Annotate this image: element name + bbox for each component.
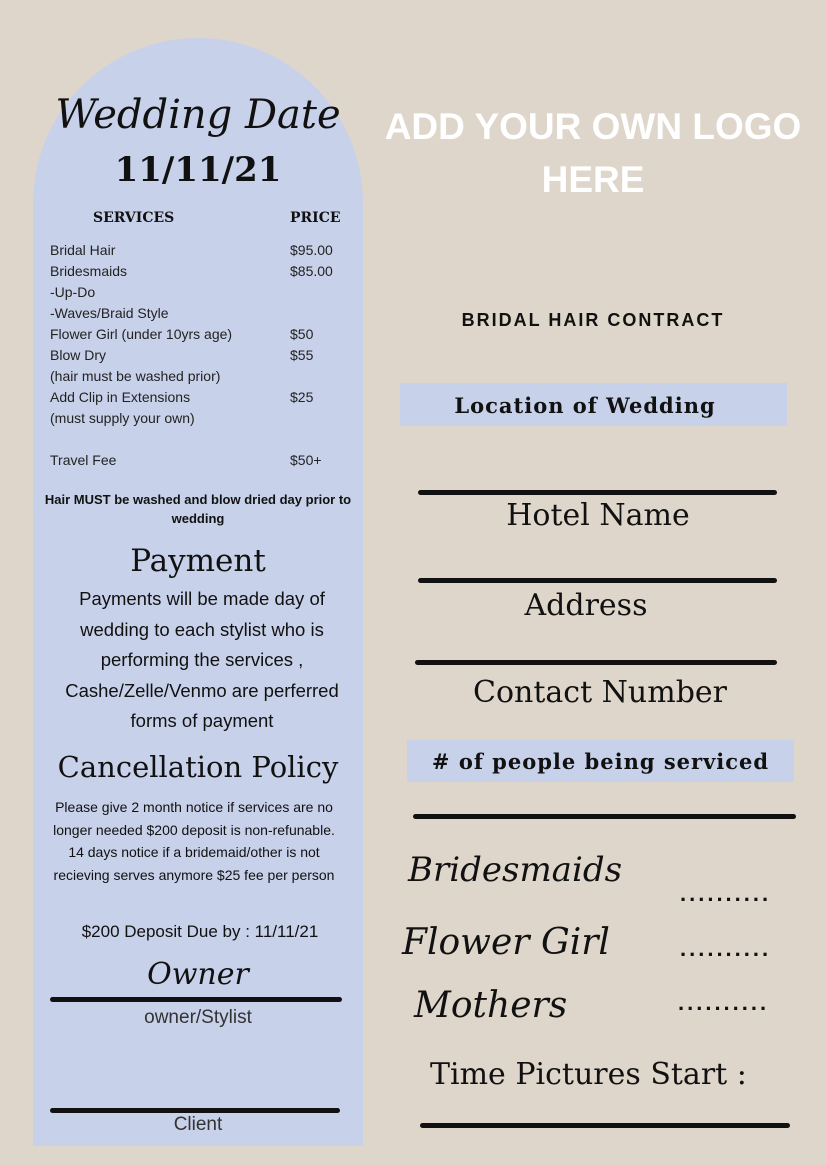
contract-title: BRIDAL HAIR CONTRACT: [461, 310, 725, 330]
client-signature-line: [50, 1108, 340, 1113]
logo-placeholder: ADD YOUR OWN LOGO HERE: [384, 106, 802, 200]
service-name: Travel Fee: [50, 452, 117, 468]
service-price: $50: [290, 326, 314, 342]
service-row: [50, 282, 350, 303]
address-line: [418, 578, 777, 583]
service-row: [50, 324, 350, 345]
wedding-date: 11/11/21: [114, 150, 282, 190]
people-header: # of people being serviced: [431, 749, 770, 774]
service-price: $85.00: [290, 263, 333, 279]
owner-signature-line: [50, 997, 342, 1002]
service-name: Add Clip in Extensions: [50, 389, 191, 405]
services-list: [50, 240, 350, 471]
service-price: $55: [290, 347, 314, 363]
service-price: $95.00: [290, 242, 333, 258]
bridesmaids-count-dots: ..........: [680, 881, 772, 906]
service-name: Bridal Hair: [50, 242, 116, 258]
owner-signature: Owner: [147, 957, 249, 992]
service-name: -Up-Do: [50, 284, 96, 300]
hotel-line: [418, 490, 777, 495]
owner-label: owner/Stylist: [144, 1007, 252, 1028]
service-price: $25: [290, 389, 314, 405]
mothers-label: Mothers: [414, 985, 568, 1026]
people-line: [413, 814, 796, 819]
service-name: Blow Dry: [50, 347, 107, 363]
service-row: [50, 408, 350, 429]
services-header: SERVICES: [93, 210, 175, 226]
address-label: Address: [524, 588, 648, 623]
price-header: PRICE: [290, 210, 341, 226]
deposit-due: $200 Deposit Due by : 11/11/21: [81, 922, 319, 941]
service-name: (hair must be washed prior): [50, 368, 221, 384]
service-row: [50, 387, 350, 408]
time-pictures-line: [420, 1123, 790, 1128]
payment-title: Payment: [130, 543, 266, 579]
payment-text: Payments will be made day of wedding to each stylist who is performing the services , Cashe/Zelle/Venmo are perferred forms of payment: [65, 588, 339, 731]
service-name: Flower Girl (under 10yrs age): [50, 326, 233, 342]
flower-girl-count-dots: ..........: [680, 936, 772, 961]
cancellation-title: Cancellation Policy: [57, 750, 339, 784]
time-pictures-label: Time Pictures Start :: [430, 1057, 747, 1092]
service-name: Bridesmaids: [50, 263, 128, 279]
cancellation-text: Please give 2 month notice if services are no longer needed $200 deposit is non-refunable. 14 days notice if a bridemaid/other is not recieving serves anymore $25 fee per person: [53, 799, 335, 883]
location-header: Location of Wedding: [454, 393, 716, 418]
wedding-date-label: Wedding Date: [55, 92, 341, 138]
service-row: [50, 240, 350, 261]
service-name: (must supply your own): [50, 410, 195, 426]
bridesmaids-label: Bridesmaids: [408, 850, 623, 890]
contact-label: Contact Number: [473, 675, 727, 710]
service-row: [50, 366, 350, 387]
service-row: [50, 261, 350, 282]
service-row: [50, 450, 350, 471]
service-row: [50, 345, 350, 366]
wash-notice: Hair MUST be washed and blow dried day prior to wedding: [44, 492, 352, 526]
service-row: [50, 303, 350, 324]
service-name: -Waves/Braid Style: [50, 305, 169, 321]
flower-girl-label: Flower Girl: [402, 922, 610, 963]
contact-line: [415, 660, 777, 665]
mothers-count-dots: ..........: [678, 990, 770, 1015]
hotel-label: Hotel Name: [506, 498, 690, 533]
client-label: Client: [173, 1114, 223, 1135]
service-price: $50+: [290, 452, 322, 468]
